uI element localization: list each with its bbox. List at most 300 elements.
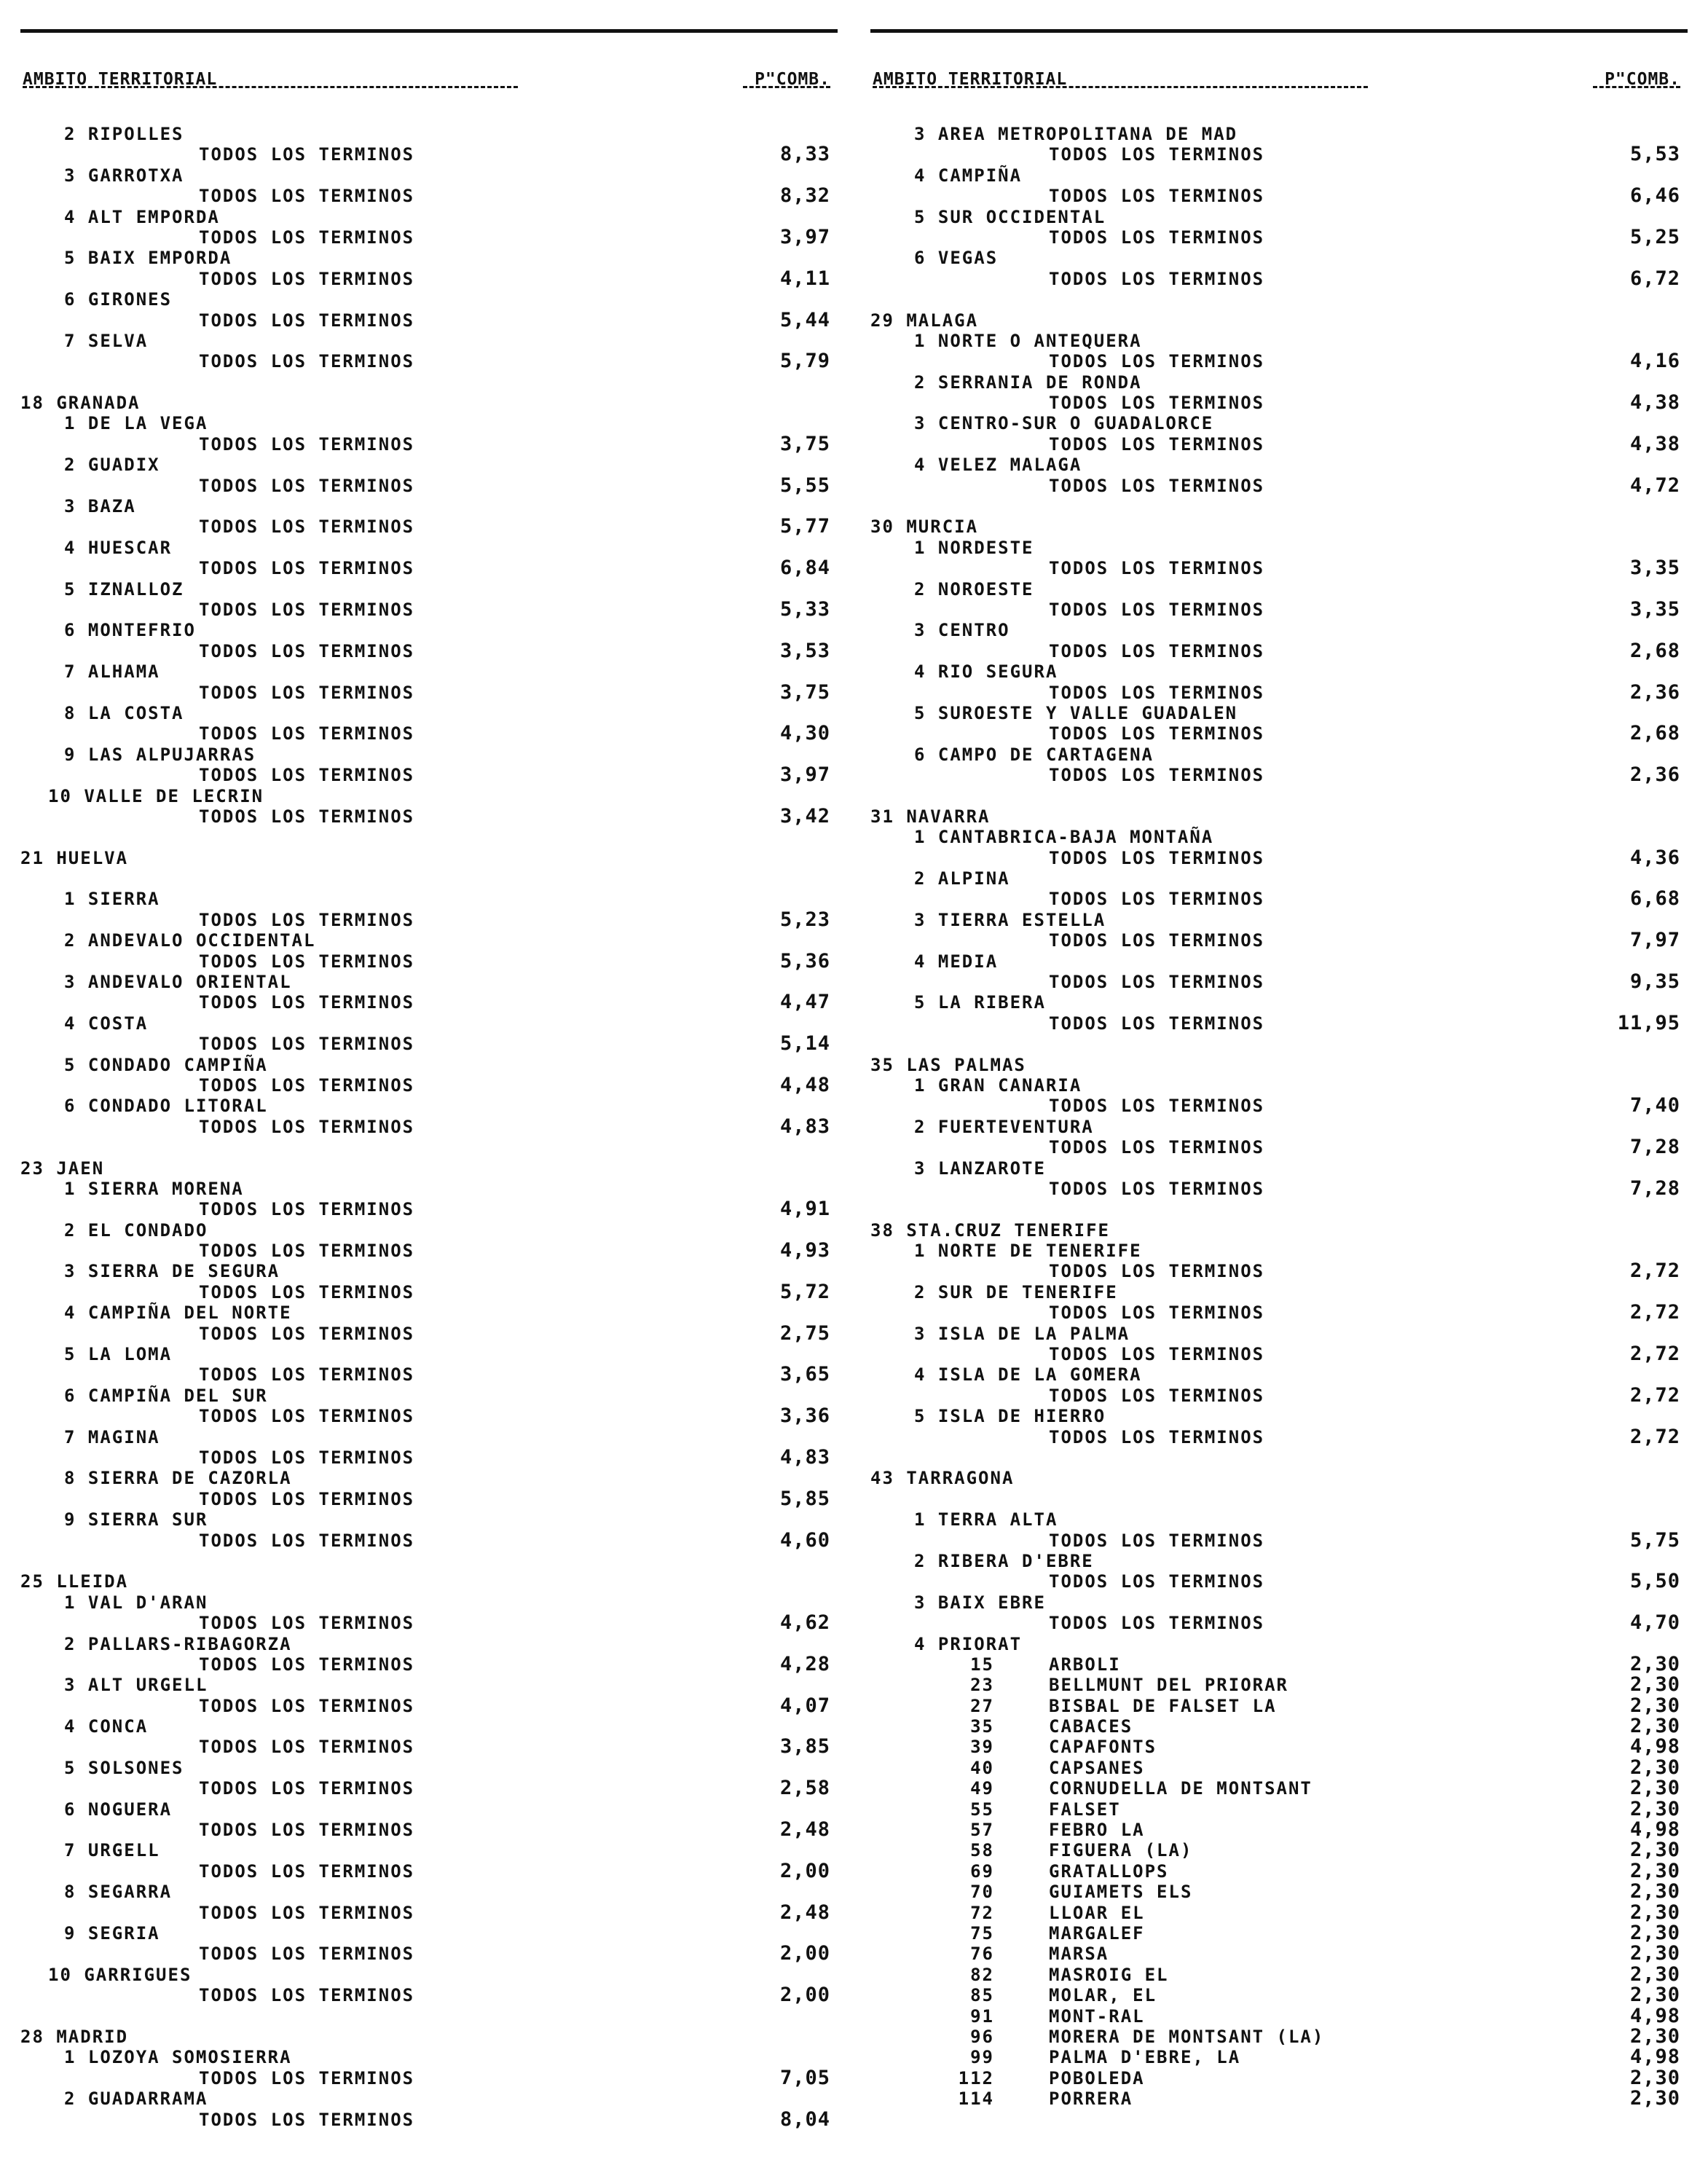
comarca-label: 4 COSTA xyxy=(64,1013,149,1034)
comarca-label: 9 SIERRA SUR xyxy=(64,1509,208,1530)
municipio-name: MARGALEF xyxy=(1049,1922,1145,1944)
pcomb-value: 5,77 xyxy=(779,515,830,538)
spacer xyxy=(20,1137,838,1158)
municipio-name: FEBRO LA xyxy=(1049,1820,1145,1841)
pcomb-value: 4,48 xyxy=(779,1073,830,1096)
terminos-label: TODOS LOS TERMINOS xyxy=(1049,558,1265,579)
pcomb-value: 3,42 xyxy=(779,804,830,828)
comarca-label: 1 GRAN CANARIA xyxy=(914,1074,1082,1096)
municipio-code: 35 xyxy=(970,1716,994,1737)
terminos-row xyxy=(870,1427,1688,1447)
comarca-label: 6 MONTEFRIO xyxy=(64,620,196,641)
terminos-label: TODOS LOS TERMINOS xyxy=(199,1860,415,1882)
spacer xyxy=(870,1199,1688,1219)
terminos-label: TODOS LOS TERMINOS xyxy=(199,1323,415,1344)
terminos-label: TODOS LOS TERMINOS xyxy=(199,2109,415,2130)
terminos-label: TODOS LOS TERMINOS xyxy=(199,951,415,972)
pcomb-value: 7,40 xyxy=(1629,1094,1680,1117)
province-label: 30 MURCIA xyxy=(870,516,979,538)
municipio-row xyxy=(870,2088,1688,2109)
terminos-label: TODOS LOS TERMINOS xyxy=(1049,1302,1265,1324)
comarca-label: 1 TERRA ALTA xyxy=(914,1509,1058,1530)
comarca-label: 3 AREA METROPOLITANA DE MAD xyxy=(914,124,1238,144)
pcomb-value: 4,28 xyxy=(779,1652,830,1675)
comarca-label: 4 CAMPIÑA DEL NORTE xyxy=(64,1302,292,1324)
pcomb-value: 2,72 xyxy=(1629,1343,1680,1366)
comarca-row xyxy=(20,1882,838,1902)
terminos-label: TODOS LOS TERMINOS xyxy=(1049,1096,1265,1117)
column-header xyxy=(20,70,838,114)
pcomb-value: 3,75 xyxy=(779,680,830,704)
terminos-label: TODOS LOS TERMINOS xyxy=(1049,1613,1265,1634)
terminos-row xyxy=(20,1737,838,1757)
pcomb-value: 2,30 xyxy=(1629,1715,1680,1738)
pcomb-value: 4,30 xyxy=(779,722,830,745)
comarca-row xyxy=(20,579,838,600)
terminos-row xyxy=(870,1013,1688,1034)
terminos-label: TODOS LOS TERMINOS xyxy=(1049,475,1265,496)
terminos-row xyxy=(870,1613,1688,1633)
municipio-row xyxy=(870,1861,1688,1882)
pcomb-value: 7,28 xyxy=(1629,1136,1680,1159)
terminos-label: TODOS LOS TERMINOS xyxy=(199,1074,415,1096)
terminos-label: TODOS LOS TERMINOS xyxy=(199,682,415,703)
spacer xyxy=(20,1551,838,1571)
terminos-label: TODOS LOS TERMINOS xyxy=(199,1530,415,1551)
comarca-row xyxy=(870,1282,1688,1302)
pcomb-value: 11,95 xyxy=(1617,1011,1680,1034)
comarca-label: 6 CONDADO LITORAL xyxy=(64,1096,268,1117)
pcomb-value: 5,33 xyxy=(779,597,830,621)
comarca-row xyxy=(20,1758,838,1778)
comarca-row xyxy=(20,786,838,806)
comarca-row xyxy=(20,1965,838,1985)
municipio-code: 49 xyxy=(970,1778,994,1799)
heading-underline xyxy=(1593,86,1680,88)
terminos-label: TODOS LOS TERMINOS xyxy=(1049,227,1265,248)
spacer xyxy=(20,827,838,847)
comarca-label: 8 SIERRA DE CAZORLA xyxy=(64,1468,292,1489)
terminos-row xyxy=(20,680,838,704)
province-row xyxy=(20,2027,838,2047)
terminos-row xyxy=(870,1383,1688,1407)
terminos-row xyxy=(20,951,838,972)
pcomb-value: 3,53 xyxy=(779,639,830,662)
comarca-label: 1 SIERRA MORENA xyxy=(64,1178,244,1199)
pcomb-value: 6,68 xyxy=(1629,887,1680,911)
municipio-code: 40 xyxy=(970,1757,994,1778)
terminos-row xyxy=(870,1571,1688,1592)
comarca-label: 1 CANTABRICA-BAJA MONTAÑA xyxy=(914,827,1214,848)
comarca-row xyxy=(870,455,1688,475)
comarca-label: 3 CENTRO xyxy=(914,620,1010,641)
province-row xyxy=(870,1220,1688,1241)
municipio-code: 75 xyxy=(970,1922,994,1944)
comarca-label: 2 SUR DE TENERIFE xyxy=(914,1281,1118,1302)
comarca-row xyxy=(870,1241,1688,1261)
comarca-label: 5 SUR OCCIDENTAL xyxy=(914,206,1106,227)
comarca-label: 5 SOLSONES xyxy=(64,1757,184,1778)
municipio-name: MONT-RAL xyxy=(1049,2005,1145,2027)
terminos-label: TODOS LOS TERMINOS xyxy=(199,1695,415,1716)
pcomb-value: 2,30 xyxy=(1629,1942,1680,1965)
pcomb-value: 2,30 xyxy=(1629,1652,1680,1675)
comarca-row xyxy=(20,2088,838,2109)
comarca-row xyxy=(20,413,838,433)
comarca-label: 3 LANZAROTE xyxy=(914,1158,1046,1179)
pcomb-value: 2,36 xyxy=(1629,763,1680,787)
pcomb-value: 7,28 xyxy=(1629,1176,1680,1200)
pcomb-value: 2,30 xyxy=(1629,1777,1680,1800)
terminos-label: TODOS LOS TERMINOS xyxy=(1049,393,1265,414)
spacer xyxy=(870,1034,1688,1054)
pcomb-value: 4,72 xyxy=(1629,473,1680,497)
comarca-row xyxy=(870,1364,1688,1385)
comarca-label: 9 SEGRIA xyxy=(64,1922,160,1944)
terminos-row xyxy=(20,1321,838,1345)
comarca-label: 5 CONDADO CAMPIÑA xyxy=(64,1054,268,1075)
terminos-label: TODOS LOS TERMINOS xyxy=(1049,351,1265,372)
pcomb-value: 6,46 xyxy=(1629,184,1680,208)
top-rule xyxy=(20,29,838,33)
pcomb-value: 4,11 xyxy=(779,267,830,290)
province-label: 35 LAS PALMAS xyxy=(870,1054,1026,1075)
municipio-code: 99 xyxy=(970,2047,994,2068)
pcomb-value: 5,72 xyxy=(779,1280,830,1303)
comarca-label: 2 EL CONDADO xyxy=(64,1219,208,1241)
comarca-row xyxy=(870,992,1688,1013)
comarca-row xyxy=(20,1468,838,1488)
comarca-row xyxy=(870,331,1688,351)
comarca-label: 5 BAIX EMPORDA xyxy=(64,248,232,269)
terminos-label: TODOS LOS TERMINOS xyxy=(199,1241,415,1262)
comarca-label: 4 VELEZ MALAGA xyxy=(914,455,1082,476)
terminos-label: TODOS LOS TERMINOS xyxy=(199,2067,415,2088)
terminos-row xyxy=(870,1261,1688,1281)
pcomb-value: 2,30 xyxy=(1629,1901,1680,1924)
pcomb-value: 4,47 xyxy=(779,991,830,1014)
municipio-code: 72 xyxy=(970,1902,994,1923)
terminos-row xyxy=(870,848,1688,868)
terminos-label: TODOS LOS TERMINOS xyxy=(1049,723,1265,744)
municipio-row xyxy=(870,1654,1688,1675)
pcomb-value: 4,62 xyxy=(779,1611,830,1635)
terminos-label: TODOS LOS TERMINOS xyxy=(1049,268,1265,289)
terminos-row xyxy=(20,227,838,248)
terminos-label: TODOS LOS TERMINOS xyxy=(199,992,415,1013)
spacer xyxy=(870,289,1688,310)
pcomb-value: 2,48 xyxy=(779,1818,830,1842)
municipio-name: FIGUERA (LA) xyxy=(1049,1840,1193,1861)
terminos-row xyxy=(870,680,1688,704)
comarca-row xyxy=(20,207,838,227)
pcomb-value: 2,30 xyxy=(1629,1756,1680,1779)
comarca-row xyxy=(20,455,838,475)
terminos-row xyxy=(20,516,838,537)
pcomb-value: 4,38 xyxy=(1629,391,1680,414)
comarca-label: 3 ANDEVALO ORIENTAL xyxy=(64,972,292,993)
terminos-label: TODOS LOS TERMINOS xyxy=(1049,1385,1265,1406)
terminos-row xyxy=(20,269,838,289)
pcomb-value: 4,98 xyxy=(1629,1735,1680,1758)
comarca-row xyxy=(20,972,838,992)
terminos-label: TODOS LOS TERMINOS xyxy=(1049,1178,1265,1199)
pcomb-value: 4,60 xyxy=(779,1528,830,1552)
spacer xyxy=(20,868,838,889)
municipio-name: MASROIG EL xyxy=(1049,1964,1169,1985)
municipio-code: 96 xyxy=(970,2026,994,2047)
comarca-label: 2 ALPINA xyxy=(914,868,1010,889)
pcomb-value: 2,30 xyxy=(1629,1839,1680,1862)
terminos-label: TODOS LOS TERMINOS xyxy=(1049,765,1265,786)
terminos-label: TODOS LOS TERMINOS xyxy=(199,1488,415,1509)
terminos-label: TODOS LOS TERMINOS xyxy=(199,186,415,207)
comarca-row xyxy=(20,1013,838,1034)
province-label: 43 TARRAGONA xyxy=(870,1468,1015,1489)
municipio-code: 76 xyxy=(970,1944,994,1965)
comarca-row xyxy=(20,1220,838,1241)
pcomb-value: 4,93 xyxy=(779,1239,830,1262)
comarca-row xyxy=(20,331,838,351)
comarca-label: 8 SEGARRA xyxy=(64,1882,173,1903)
terminos-row xyxy=(20,1696,838,1716)
pcomb-value: 2,30 xyxy=(1629,2024,1680,2048)
comarca-row xyxy=(20,1096,838,1116)
municipio-name: PALMA D'EBRE, LA xyxy=(1049,2047,1241,2068)
municipio-name: GUIAMETS ELS xyxy=(1049,1882,1193,1903)
comarca-label: 4 MEDIA xyxy=(914,951,999,972)
municipio-row xyxy=(870,1923,1688,1944)
terminos-row xyxy=(870,558,1688,578)
terminos-label: TODOS LOS TERMINOS xyxy=(199,1902,415,1923)
municipio-name: CAPSANES xyxy=(1049,1757,1145,1778)
municipio-row xyxy=(870,1799,1688,1820)
comarca-row xyxy=(870,579,1688,600)
terminos-row xyxy=(20,1241,838,1261)
terminos-label: TODOS LOS TERMINOS xyxy=(199,1613,415,1634)
comarca-row xyxy=(870,868,1688,889)
comarca-label: 1 NORDESTE xyxy=(914,537,1034,558)
comarca-label: 2 PALLARS-RIBAGORZA xyxy=(64,1633,292,1654)
terminos-label: TODOS LOS TERMINOS xyxy=(199,475,415,496)
comarca-label: 4 CAMPIÑA xyxy=(914,165,1023,186)
pcomb-value: 6,84 xyxy=(779,557,830,580)
comarca-row xyxy=(20,538,838,558)
terminos-row xyxy=(20,1903,838,1923)
terminos-label: TODOS LOS TERMINOS xyxy=(199,1820,415,1841)
comarca-label: 4 ISLA DE LA GOMERA xyxy=(914,1364,1142,1386)
terminos-row xyxy=(870,269,1688,289)
comarca-label: 10 GARRIGUES xyxy=(48,1964,192,1985)
pcomb-value: 2,30 xyxy=(1629,1694,1680,1717)
terminos-row xyxy=(20,1861,838,1882)
pcomb-value: 4,16 xyxy=(1629,350,1680,373)
terminos-label: TODOS LOS TERMINOS xyxy=(199,765,415,786)
pcomb-value: 9,35 xyxy=(1629,970,1680,994)
terminos-label: TODOS LOS TERMINOS xyxy=(199,640,415,661)
terminos-label: TODOS LOS TERMINOS xyxy=(1049,640,1265,661)
pcomb-value: 4,98 xyxy=(1629,1818,1680,1842)
terminos-label: TODOS LOS TERMINOS xyxy=(199,1654,415,1675)
terminos-row xyxy=(20,473,838,497)
pcomb-value: 3,65 xyxy=(779,1363,830,1386)
comarca-label: 3 GARROTXA xyxy=(64,165,184,186)
pcomb-value: 2,68 xyxy=(1629,722,1680,745)
terminos-row xyxy=(20,1282,838,1302)
terminos-row xyxy=(870,144,1688,165)
comarca-row xyxy=(20,165,838,186)
comarca-row xyxy=(870,827,1688,847)
pcomb-value: 4,38 xyxy=(1629,432,1680,455)
spacer xyxy=(20,372,838,393)
province-label: 21 HUELVA xyxy=(20,847,129,868)
terminos-row xyxy=(20,1117,838,1137)
terminos-row xyxy=(870,597,1688,621)
table-body xyxy=(870,124,1688,2110)
municipio-name: CABACES xyxy=(1049,1716,1133,1737)
terminos-label: TODOS LOS TERMINOS xyxy=(199,516,415,538)
spacer xyxy=(870,496,1688,516)
pcomb-value: 2,36 xyxy=(1629,680,1680,704)
terminos-row xyxy=(20,1820,838,1840)
terminos-row xyxy=(870,473,1688,497)
comarca-row xyxy=(20,1799,838,1820)
comarca-row xyxy=(20,1675,838,1695)
municipio-code: 57 xyxy=(970,1820,994,1841)
table-body xyxy=(20,124,838,2130)
comarca-label: 7 MAGINA xyxy=(64,1426,160,1447)
municipio-row xyxy=(870,1944,1688,1964)
comarca-label: 4 HUESCAR xyxy=(64,537,173,558)
pcomb-value: 3,36 xyxy=(779,1404,830,1428)
municipio-row xyxy=(870,1882,1688,1902)
comarca-row xyxy=(20,1179,838,1199)
comarca-row xyxy=(20,124,838,144)
comarca-row xyxy=(870,1551,1688,1571)
comarca-row xyxy=(870,372,1688,393)
top-rule xyxy=(870,29,1688,33)
terminos-row xyxy=(20,910,838,930)
terminos-label: TODOS LOS TERMINOS xyxy=(199,268,415,289)
municipio-name: LLOAR EL xyxy=(1049,1902,1145,1923)
terminos-label: TODOS LOS TERMINOS xyxy=(1049,1013,1265,1034)
province-label: 18 GRANADA xyxy=(20,393,141,414)
province-label: 23 JAEN xyxy=(20,1158,105,1179)
comarca-label: 2 FUERTEVENTURA xyxy=(914,1116,1094,1137)
comarca-row xyxy=(20,620,838,640)
comarca-row xyxy=(870,744,1688,765)
terminos-row xyxy=(870,393,1688,413)
comarca-row xyxy=(20,496,838,516)
pcomb-value: 2,30 xyxy=(1629,1859,1680,1882)
pcomb-value: 2,72 xyxy=(1629,1383,1680,1407)
terminos-row xyxy=(870,1344,1688,1364)
comarca-row xyxy=(20,661,838,682)
terminos-label: TODOS LOS TERMINOS xyxy=(1049,1571,1265,1592)
municipio-code: 70 xyxy=(970,1882,994,1903)
pcomb-heading: P"COMB. xyxy=(755,70,830,89)
pcomb-value: 3,85 xyxy=(779,1735,830,1758)
comarca-row xyxy=(20,889,838,909)
municipio-code: 112 xyxy=(958,2067,994,2088)
terminos-row xyxy=(870,1302,1688,1323)
province-label: 38 STA.CRUZ TENERIFE xyxy=(870,1219,1110,1241)
terminos-row xyxy=(20,2107,838,2131)
terminos-label: TODOS LOS TERMINOS xyxy=(199,1778,415,1799)
pcomb-value: 2,30 xyxy=(1629,2087,1680,2110)
pcomb-value: 2,30 xyxy=(1629,1962,1680,1986)
municipio-name: CAPAFONTS xyxy=(1049,1737,1157,1758)
terminos-row xyxy=(20,434,838,455)
pcomb-value: 3,97 xyxy=(779,763,830,787)
terminos-label: TODOS LOS TERMINOS xyxy=(1049,1530,1265,1551)
terminos-row xyxy=(870,930,1688,951)
comarca-row xyxy=(870,124,1688,144)
municipio-row xyxy=(870,1962,1688,1986)
comarca-row xyxy=(870,1075,1688,1096)
comarca-row xyxy=(20,2047,838,2067)
municipio-row xyxy=(870,2047,1688,2067)
comarca-row xyxy=(870,620,1688,640)
comarca-row xyxy=(870,1117,1688,1137)
municipio-name: MORERA DE MONTSANT (LA) xyxy=(1049,2026,1325,2047)
pcomb-heading: P"COMB. xyxy=(1605,70,1680,89)
pcomb-value: 2,72 xyxy=(1629,1260,1680,1283)
pcomb-value: 7,97 xyxy=(1629,929,1680,952)
spacer xyxy=(870,786,1688,806)
comarca-label: 4 PRIORAT xyxy=(914,1633,1023,1654)
terminos-label: TODOS LOS TERMINOS xyxy=(199,1034,415,1055)
comarca-row xyxy=(20,930,838,951)
comarca-label: 2 ANDEVALO OCCIDENTAL xyxy=(64,930,316,951)
province-row xyxy=(20,848,838,868)
pcomb-value: 5,55 xyxy=(779,473,830,497)
pcomb-value: 7,05 xyxy=(779,2066,830,2089)
comarca-label: 3 CENTRO-SUR O GUADALORCE xyxy=(914,413,1214,434)
spacer xyxy=(870,1447,1688,1468)
terminos-row xyxy=(870,351,1688,372)
pcomb-value: 5,14 xyxy=(779,1032,830,1056)
pcomb-value: 2,00 xyxy=(779,1942,830,1965)
comarca-row xyxy=(20,1634,838,1654)
comarca-row xyxy=(870,165,1688,186)
pcomb-value: 5,44 xyxy=(779,308,830,331)
terminos-label: TODOS LOS TERMINOS xyxy=(199,723,415,744)
comarca-label: 5 SUROESTE Y VALLE GUADALEN xyxy=(914,702,1238,723)
comarca-row xyxy=(870,1509,1688,1530)
terminos-label: TODOS LOS TERMINOS xyxy=(199,1281,415,1302)
comarca-row xyxy=(870,413,1688,433)
pcomb-value: 5,23 xyxy=(779,908,830,931)
municipio-row xyxy=(870,2006,1688,2027)
terminos-row xyxy=(870,889,1688,909)
comarca-row xyxy=(20,1716,838,1737)
comarca-label: 7 ALHAMA xyxy=(64,661,160,683)
province-label: 25 LLEIDA xyxy=(20,1571,129,1592)
municipio-code: 15 xyxy=(970,1654,994,1675)
pcomb-value: 2,68 xyxy=(1629,639,1680,662)
terminos-row xyxy=(870,723,1688,744)
comarca-row xyxy=(20,1840,838,1860)
terminos-label: TODOS LOS TERMINOS xyxy=(1049,930,1265,951)
ambito-heading: AMBITO TERRITORIAL xyxy=(23,70,218,89)
comarca-label: 6 CAMPO DE CARTAGENA xyxy=(914,744,1154,765)
pcomb-value: 2,00 xyxy=(779,1984,830,2007)
terminos-row xyxy=(20,1944,838,1964)
heading-underline xyxy=(23,86,518,88)
terminos-row xyxy=(20,1364,838,1385)
terminos-label: TODOS LOS TERMINOS xyxy=(199,909,415,930)
